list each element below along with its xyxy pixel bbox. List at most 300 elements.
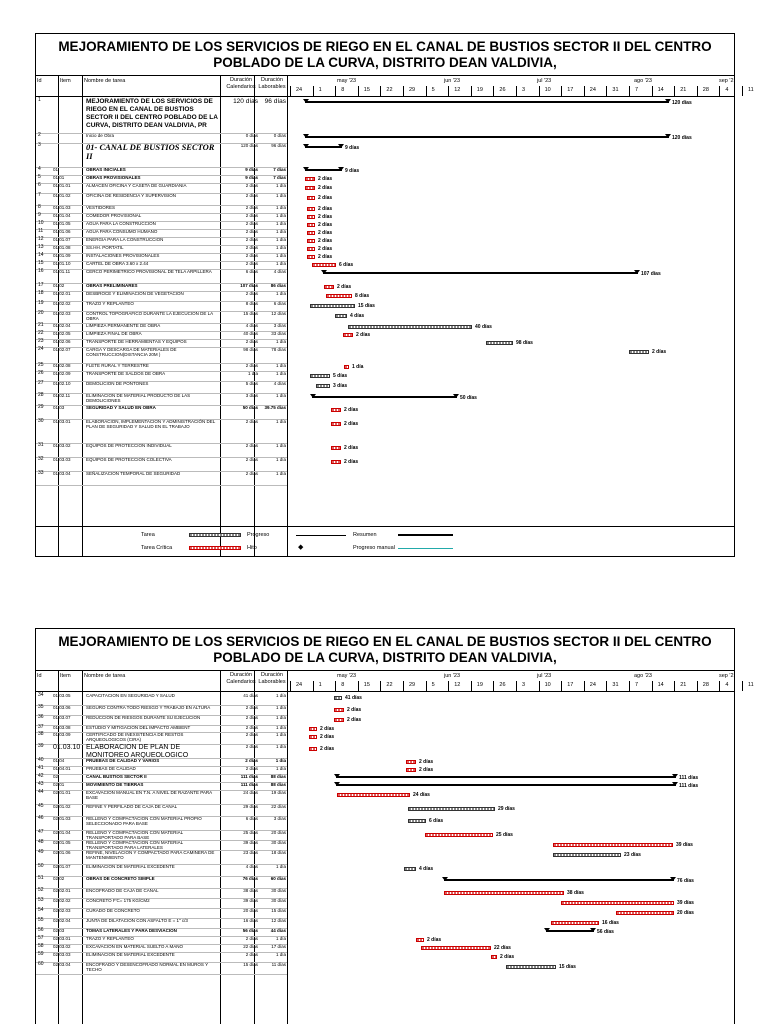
timeline-day: 5 [431,682,435,688]
task-duration-working: 3 días [273,816,286,821]
timeline-tick [380,86,381,96]
task-bar [553,843,673,847]
timeline-day: 10 [544,87,551,93]
task-name: INSTALACIONES PROVISIONALES [86,253,160,258]
task-duration-working: 1 día [275,245,286,250]
task-bar [344,365,349,369]
timeline-day: 24 [589,682,596,688]
task-bar [406,768,416,772]
row-divider [36,485,287,486]
task-item-code: 02.03.03 [53,952,71,957]
task-item-code: 01 [53,167,59,172]
task-bar [334,708,344,712]
timeline-day: 8 [341,87,345,93]
timeline-day: 17 [567,87,574,93]
task-duration-calendar: 6 días [245,816,258,821]
task-name: ELIMINACION DE MATERIAL PRODUCTO DE LAS DEMOLICIONES [86,393,191,403]
task-bar-label: 9 días [345,168,360,174]
page-title: MEJORAMIENTO DE LOS SERVICIOS DE RIEGO EN EL CANAL DE BUSTIOS SECTOR II DEL CENTRO POBLADO DE LA CURVA, DISTRITO DEAN VALDIVIA, [36,34,734,76]
task-duration-working: 1 día [275,363,286,368]
task-id: 19 [38,300,44,306]
task-id: 34 [38,692,44,698]
header-item: Item [60,673,71,679]
task-bar-label: 2 días [318,195,333,201]
timeline-day: 24 [589,87,596,93]
timeline-day: 28 [702,87,709,93]
summary-bar [546,930,594,932]
task-id: 8 [38,204,41,210]
task-item-code: 01.03.02 [53,443,71,448]
task-id: 22 [38,330,44,336]
summary-bar [336,776,676,778]
timeline-tick [606,681,607,691]
timeline-day: 11 [748,682,754,688]
task-duration-working: 1 día [275,371,286,376]
task-id: 60 [38,961,44,967]
task-id: 49 [38,849,44,855]
task-row [36,261,734,269]
task-row [36,291,734,301]
task-bar-label: 1 día [352,364,364,370]
task-item-code: 02.02.04 [53,918,71,923]
task-duration-calendar: 50 días [242,405,258,410]
task-duration-working: 1 día [275,693,286,698]
task-bar [309,747,317,751]
legend-tarea-critica: Tarea Crítica [141,545,173,551]
task-id: 45 [38,803,44,809]
timeline-tick [290,681,291,691]
timeline-day: 29 [409,682,416,688]
timeline-tick [697,86,698,96]
task-row [36,183,734,193]
task-duration-calendar: 24 días [243,790,258,795]
timeline-tick [493,86,494,96]
task-item-code: 01.03.06 [53,705,71,710]
task-duration-calendar: 39 días [243,840,258,845]
task-id: 24 [38,346,44,352]
task-name: CONTROL TOPOGRAFICO DURANTE LA EJECUCION DE LA OBRA [86,311,213,321]
task-item-code: 02.01.04 [53,830,71,835]
task-duration-calendar: 2 días [245,725,258,730]
task-row [36,98,734,133]
task-item-code: 02.03.01 [53,936,71,941]
task-duration-working: 6 días [273,301,286,306]
task-duration-calendar: 9 días [245,175,258,180]
task-bar [331,422,341,426]
task-name: CARTEL DE OBRA 3.60 x 2.44 [86,261,149,266]
task-bar [506,965,556,969]
timeline-tick [674,681,675,691]
task-name: DEMOLICION DE PONTONES [86,381,149,386]
task-item-code: 01.02.11 [53,393,71,398]
task-duration-working: 1 día [275,213,286,218]
task-id: 21 [38,322,44,328]
task-bar-label: 3 días [333,383,348,389]
task-bar-label: 2 días [427,937,442,943]
column-header-2 [36,671,754,692]
task-name: AGUA PARA CONSUMO HUMANO [86,229,158,234]
task-name: TRANSPORTE DE HERRAMIENTAS Y EQUIPOS [86,339,187,344]
timeline-tick [335,86,336,96]
timeline-tick [335,681,336,691]
task-bar-label: 23 días [624,852,641,858]
task-id: 51 [38,875,44,881]
task-bar [331,460,341,464]
task-duration-calendar: 2 días [245,758,258,763]
task-item-code: 01.01.06 [53,229,71,234]
task-duration-calendar: 2 días [245,363,258,368]
legend-tarea: Tarea [141,532,155,538]
task-item-code: 01.02.06 [53,339,71,344]
task-row [36,393,734,405]
timeline-tick [584,86,585,96]
task-duration-working: 20 días [271,830,286,835]
task-name: ENCOFRADO DE CAJA DE CANAL [86,888,159,893]
task-bar [324,285,334,289]
task-name: ELIMINACION DE MATERIAL EXCEDENTE [86,864,175,869]
task-row [36,245,734,253]
timeline-month: may '23 [337,673,357,679]
task-item-code: 01.02.04 [53,323,71,328]
task-id: 15 [38,260,44,266]
task-row [36,205,734,213]
task-id: 48 [38,839,44,845]
task-item-code: 01.02.02 [53,301,71,306]
task-item-code: 01.03 [53,405,65,410]
timeline-day: 12 [454,682,461,688]
timeline-day: 29 [409,87,416,93]
task-name: REDUCCION DE RIESGOS DURANTE SU EJECUCION [86,715,201,720]
task-bar [307,231,315,235]
timeline-tick [471,86,472,96]
task-id: 29 [38,404,44,410]
task-bar-label: 2 días [337,284,352,290]
task-duration-calendar: 2 días [245,419,258,424]
task-id: 4 [38,166,41,172]
task-row [36,253,734,261]
task-bar-label: 2 días [318,222,333,228]
summary-bar [444,879,674,881]
timeline-tick [719,86,720,96]
task-row [36,944,734,952]
task-duration-calendar: 2 días [245,291,258,296]
timeline-day: 7 [635,682,639,688]
task-duration-calendar: 29 días [243,804,258,809]
task-duration-working: 19 días [271,790,286,795]
task-row [36,816,734,830]
task-bar-label: 98 días [516,340,533,346]
task-name: AGUA PARA LA CONSTRUCCION [86,221,156,226]
task-id: 54 [38,907,44,913]
task-id: 28 [38,392,44,398]
task-duration-calendar: 2 días [245,936,258,941]
timeline-tick [516,681,517,691]
task-row [36,732,734,744]
task-bar-label: 29 días [498,806,515,812]
task-row [36,888,734,898]
task-row [36,339,734,347]
task-row [36,175,734,183]
task-duration-working: 7 días [273,175,286,180]
task-duration-calendar: 2 días [245,261,258,266]
task-duration-calendar: 111 días [240,782,258,787]
task-name: MOVIMIENTO DE TIERRAS [86,782,144,787]
task-duration-calendar: 3 días [245,393,258,398]
task-duration-working: 0 días [273,133,286,138]
task-bar [404,867,416,871]
task-bar-label: 24 días [413,792,430,798]
task-id: 31 [38,442,44,448]
task-bar-label: 22 días [494,945,511,951]
task-item-code: 01.02 [53,283,65,288]
task-id: 55 [38,917,44,923]
task-item-code: 02.03.04 [53,962,71,967]
timeline-month: sep '2 [719,78,734,84]
task-duration-calendar: 15 días [243,311,258,316]
timeline-month: jun '23 [444,78,461,84]
task-duration-calendar: 2 días [245,744,258,749]
task-id: 47 [38,829,44,835]
task-duration-working: 1 día [275,205,286,210]
task-name: OBRAS PROVISIONALES [86,175,141,180]
timeline-tick [493,681,494,691]
task-item-code: 02 [53,774,59,779]
task-duration-calendar: 2 días [245,183,258,188]
timeline-tick [448,86,449,96]
task-duration-calendar: 2 días [245,705,258,710]
column-header [36,76,754,97]
task-row [36,283,734,291]
task-duration-calendar: 22 días [243,944,258,949]
task-item-code: 02.03 [53,928,65,933]
task-id: 17 [38,282,44,288]
task-bar-label: 76 días [677,878,694,884]
header-name: Nombre de tarea [84,78,126,84]
task-item-code: 02.01.05 [53,840,71,845]
timeline-day: 3 [522,87,526,93]
task-bar-label: 2 días [344,459,359,465]
task-bar [335,314,347,318]
task-item-code: 01.03.03 [53,457,71,462]
task-bar-label: 2 días [356,332,371,338]
task-name: CANAL BUSTIOS SECTOR II [86,774,147,779]
timeline-tick [313,86,314,96]
task-duration-working: 4 días [273,269,286,274]
task-item-code: 01.01 [53,175,65,180]
task-duration-working: 3 días [273,323,286,328]
task-item-code: 01.03.04 [53,471,71,476]
task-row [36,952,734,962]
task-name: ELABORACION DE PLAN DE MONITOREO ARQUEOLOGICO [86,744,189,759]
timeline-tick [358,86,359,96]
task-duration-working: 1 día [275,936,286,941]
task-duration-calendar: 2 días [245,221,258,226]
task-bar [486,341,513,345]
timeline-day: 22 [386,87,393,93]
task-bar [309,727,317,731]
task-bar [331,446,341,450]
task-name: TRANSPORTE DE SALDOS DE OBRA [86,371,166,376]
task-bar-label: 16 días [602,920,619,926]
task-name: OFICINA DE RESIDENCIA Y SUPERVISION [86,193,177,198]
task-id: 30 [38,418,44,424]
task-item-code: 01.03.05 [53,693,71,698]
task-item-code: 02.03.02 [53,944,71,949]
task-duration-working: 1 día [275,229,286,234]
task-name: TOMAS LATERALES Y PARA DESVIACION [86,928,177,933]
task-duration-working: 17 días [271,944,286,949]
task-bar [629,350,649,354]
task-id: 23 [38,338,44,344]
task-id: 46 [38,815,44,821]
task-bar [312,263,336,267]
header-id: Id [37,78,42,84]
timeline-day: 24 [296,87,303,93]
timeline-tick [380,681,381,691]
task-duration-working: 30 días [271,898,286,903]
task-bar [310,374,330,378]
task-duration-calendar: 25 días [243,830,258,835]
timeline-day: 24 [296,682,303,688]
task-item-code: 01.01.01 [53,183,71,188]
task-name: ENERGIA PARA LA CONSTRUCCION [86,237,164,242]
task-bar-label: 15 días [559,964,576,970]
task-row [36,962,734,974]
task-duration-calendar: 120 días [240,143,258,148]
timeline-tick [448,681,449,691]
task-duration-working: 60 días [270,876,286,881]
task-name: PRUEBAS DE CALIDAD Y VARIOS [86,758,160,763]
task-bar-label: 5 días [333,373,348,379]
task-duration-calendar: 4 días [245,864,258,869]
task-name: RELLENO Y COMPACTACION CON MATERIAL TRANSPORTADO PARA BASE [86,830,183,840]
task-bar-label: 4 días [419,866,434,872]
header-duration-working: Duración Laborables [258,672,286,685]
task-bar-label: 111 días [679,775,699,781]
task-bar [307,215,315,219]
task-bar [305,186,315,190]
task-duration-working: 1 día [275,705,286,710]
task-bar-label: 41 días [345,695,362,701]
task-item-code: 01.04 [53,758,65,763]
task-bar-label: 2 días [318,214,333,220]
legend-progreso-swatch [296,535,346,536]
task-bar [307,255,315,259]
task-duration-working: 4 días [273,381,286,386]
timeline-tick [358,681,359,691]
task-id: 58 [38,943,44,949]
task-bar-label: 2 días [318,206,333,212]
task-duration-calendar: 2 días [245,766,258,771]
task-id: 40 [38,757,44,763]
task-id: 41 [38,765,44,771]
timeline-day: 15 [363,87,370,93]
task-bar-label: 111 días [679,783,699,789]
task-item-code: 02.02.02 [53,898,71,903]
task-row [36,405,734,419]
task-id: 56 [38,927,44,933]
task-duration-working: 1 día [275,253,286,258]
timeline-tick [403,681,404,691]
task-duration-calendar: 20 días [243,908,258,913]
task-name: ALMACEN OFICINA Y CASETA DE GUARDIANIA [86,183,187,188]
task-duration-calendar: 2 días [245,229,258,234]
timeline-tick [516,86,517,96]
task-name: ELIMINACION DE MATERIAL EXCEDENTE [86,952,175,957]
timeline-day: 22 [386,682,393,688]
task-bar [416,938,424,942]
timeline-day: 31 [612,87,619,93]
task-row [36,301,734,311]
task-duration-calendar: 2 días [245,732,258,737]
task-bar [331,408,341,412]
task-duration-calendar: 76 días [242,876,258,881]
task-bar-label: 25 días [496,832,513,838]
task-name: CARGA Y DESCARGA DE MATERIALES DE CONSTRUCCION(DISTANCIA 20M ) [86,347,177,357]
task-bar-label: 2 días [318,238,333,244]
task-name: OBRAS DE CONCRETO SIMPLE [86,876,155,881]
task-duration-calendar: 2 días [245,339,258,344]
task-id: 57 [38,935,44,941]
task-bar [421,946,491,950]
task-duration-calendar: 4 días [245,323,258,328]
header-name: Nombre de tarea [84,673,126,679]
task-bar-label: 2 días [500,954,515,960]
task-name: REFINE Y PERFILADO DE CAJA DE CANAL [86,804,178,809]
task-name: ENCOFRADO Y DESENCOFRADO NORMAL EN MUROS Y TECHO [86,962,209,972]
task-name: OBRAS INICIALES [86,167,126,172]
task-row [36,830,734,840]
task-row [36,331,734,339]
task-bar-label: 2 días [318,246,333,252]
task-bar-label: 9 días [345,145,360,151]
task-name: PRUEBAS DE CALIDAD [86,766,136,771]
task-id: 14 [38,252,44,258]
header-item: Item [60,78,71,84]
task-duration-calendar: 2 días [245,715,258,720]
task-duration-working: 11 días [271,962,286,967]
task-bar [307,239,315,243]
task-duration-working: 1 día [275,864,286,869]
task-bar-label: 120 días [672,135,692,141]
task-duration-calendar: 39 días [243,898,258,903]
task-bar [444,891,564,895]
task-item-code: 01.02.03 [53,311,71,316]
task-item-code: 01.01.08 [53,245,71,250]
task-duration-working: 1 día [275,339,286,344]
task-bar [316,384,330,388]
gantt-page-2 [35,628,754,1024]
task-item-code: 01.03.08 [53,725,71,730]
header-duration-calendar: Duración Calendarios [226,77,256,90]
task-row [36,918,734,928]
task-bar [334,718,344,722]
task-item-code: 02.01.07 [53,864,71,869]
task-bar [491,955,497,959]
summary-bar [305,146,342,148]
task-bar-label: 6 días [429,818,444,824]
task-bar [307,247,315,251]
task-bar-label: 107 días [641,271,661,277]
task-duration-working: 1 día [275,766,286,771]
task-name: JUNTA DE DILATACION CON ASFALTO E = 1" c/3 [86,918,188,923]
task-item-code: 01.03.07 [53,715,71,720]
task-name: VESTIDORES [86,205,116,210]
task-item-code: 01.02.05 [53,331,71,336]
timeline-day: 12 [454,87,461,93]
task-item-code: 01.01.04 [53,213,71,218]
timeline-day: 14 [657,87,664,93]
